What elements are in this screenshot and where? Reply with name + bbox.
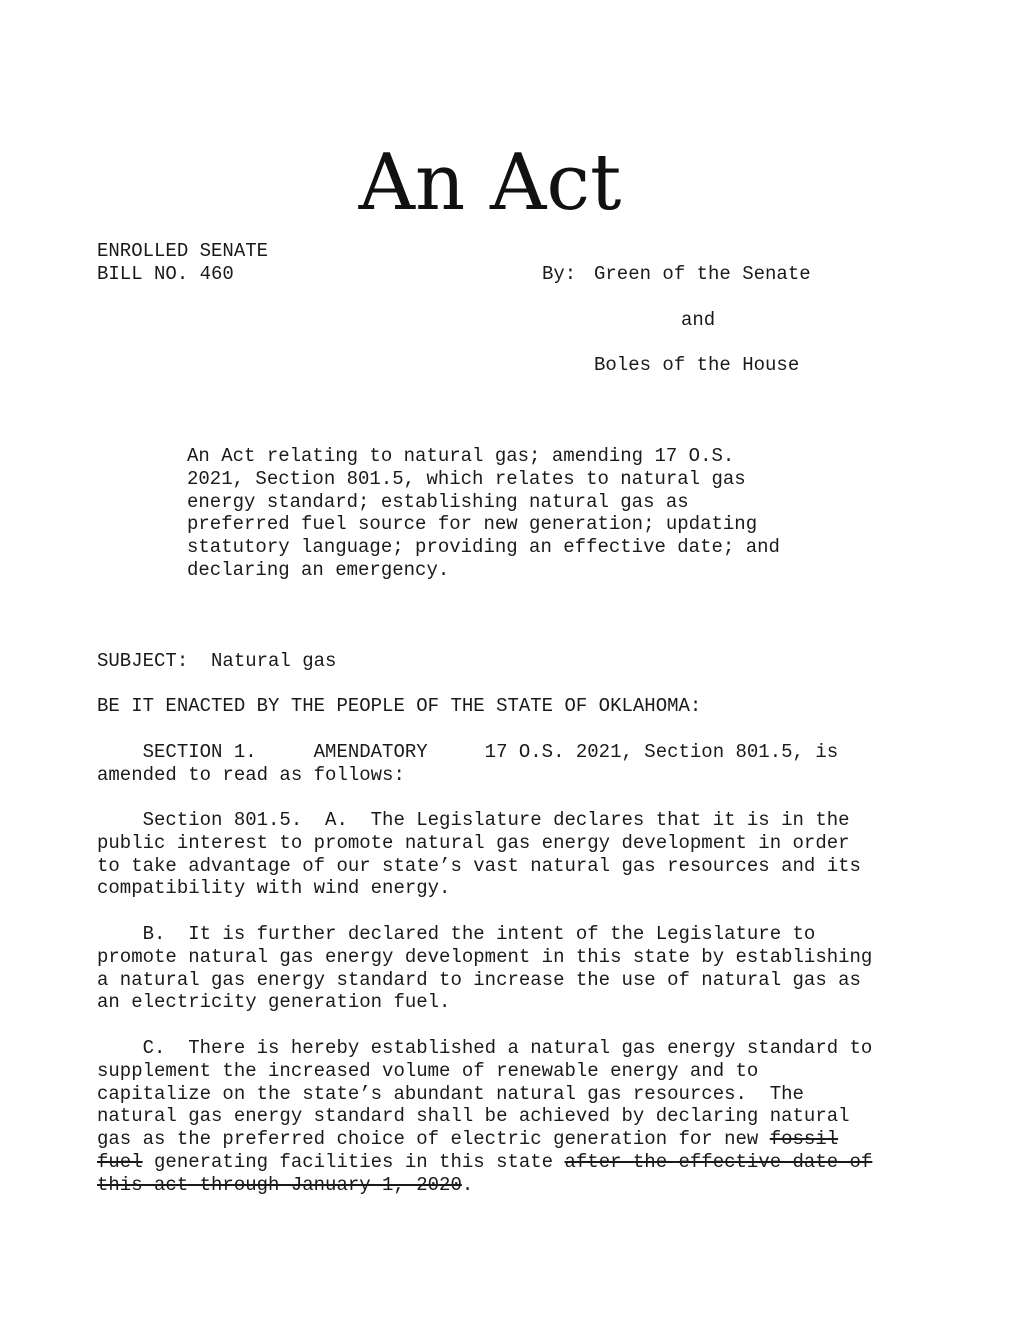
by-label: By: bbox=[542, 263, 577, 285]
senate-author: Green of the Senate bbox=[594, 263, 811, 285]
paragraph-a bbox=[97, 809, 861, 900]
summary-line: energy standard; establishing natural gas as bbox=[187, 490, 689, 513]
paragraph-c bbox=[97, 1037, 872, 1197]
paragraph-line: to take advantage of our state’s vast natural gas resources and its bbox=[97, 854, 861, 877]
section-heading-line: amended to read as follows: bbox=[97, 763, 405, 786]
bill-number-line-1: ENROLLED SENATE bbox=[97, 240, 269, 262]
paragraph-line: public interest to promote natural gas energy development in order bbox=[97, 831, 850, 854]
paragraph-line: natural gas energy standard shall be achieved by declaring natural bbox=[97, 1105, 850, 1128]
paragraph-b bbox=[97, 923, 872, 1014]
bill-number-line-2: BILL NO. 460 bbox=[97, 263, 234, 285]
section-1-heading bbox=[97, 741, 838, 787]
section-heading-line: SECTION 1. AMENDATORY 17 O.S. 2021, Section 801.5, is bbox=[97, 741, 839, 763]
paragraph-line: an electricity generation fuel. bbox=[97, 991, 451, 1014]
paragraph-line: promote natural gas energy development in this state by establishing bbox=[97, 945, 873, 968]
paragraph-text: . bbox=[461, 1173, 474, 1196]
document-title: An Act bbox=[358, 138, 622, 228]
paragraph-line: C. There is hereby established a natural gas energy standard to bbox=[97, 1037, 873, 1059]
summary-line: An Act relating to natural gas; amending 17 O.S. bbox=[187, 445, 735, 467]
paragraph-line bbox=[97, 1174, 872, 1197]
house-author: Boles of the House bbox=[594, 354, 800, 376]
summary-line: declaring an emergency. bbox=[187, 558, 450, 581]
paragraph-line bbox=[97, 1151, 872, 1174]
paragraph-line: B. It is further declared the intent of the Legislature to bbox=[97, 923, 816, 945]
struck-text: fuel bbox=[97, 1150, 143, 1173]
subject-line: SUBJECT: Natural gas bbox=[97, 650, 337, 672]
summary-line: preferred fuel source for new generation; updating bbox=[187, 513, 758, 536]
summary-line: 2021, Section 801.5, which relates to natural gas bbox=[187, 467, 746, 490]
paragraph-line: Section 801.5. A. The Legislature declares that it is in the bbox=[97, 809, 850, 831]
struck-text: after the effective date of bbox=[564, 1150, 873, 1173]
struck-text: fossil bbox=[769, 1128, 839, 1151]
paragraph-line: compatibility with wind energy. bbox=[97, 877, 451, 900]
bill-summary bbox=[187, 445, 780, 582]
paragraph-line: a natural gas energy standard to increase the use of natural gas as bbox=[97, 968, 861, 991]
struck-text: this act through January 1, 2020 bbox=[97, 1173, 462, 1196]
and-connector: and bbox=[681, 309, 716, 331]
paragraph-line bbox=[97, 1128, 872, 1151]
summary-line: statutory language; providing an effective date; and bbox=[187, 536, 780, 559]
paragraph-text: generating facilities in this state bbox=[142, 1150, 565, 1173]
paragraph-line: supplement the increased volume of renewable energy and to bbox=[97, 1059, 759, 1082]
paragraph-line: capitalize on the state’s abundant natural gas resources. The bbox=[97, 1082, 804, 1105]
paragraph-text: gas as the preferred choice of electric generation for new bbox=[97, 1128, 770, 1151]
enacting-clause: BE IT ENACTED BY THE PEOPLE OF THE STATE OF OKLAHOMA: bbox=[97, 695, 702, 717]
